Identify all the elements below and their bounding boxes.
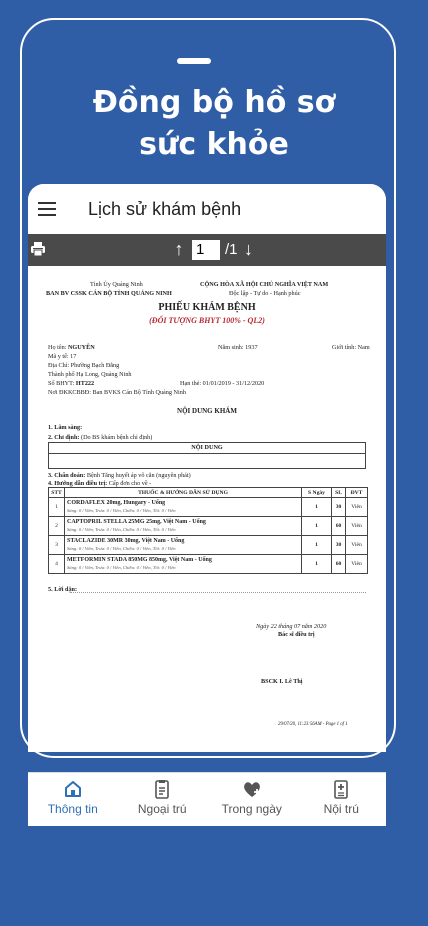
header-days: S Ngày	[302, 488, 332, 498]
bhyt-row	[48, 380, 94, 387]
drug-dosage: Sáng: 0 / Viên, Trưa: 0 / Viên, Chiều: 0 / Viên, Tối: 0 / Viên	[67, 527, 176, 532]
header-drug: THUỐC & HƯỚNG DẪN SỬ DỤNG	[65, 488, 302, 498]
nav-label: Trong ngày	[221, 802, 282, 816]
card-validity: Hạn thẻ: 01/01/2019 - 31/12/2020	[180, 380, 265, 387]
birth-row	[218, 344, 258, 351]
hero-line-1: Đồng bộ hồ sơ	[92, 85, 336, 120]
page-title: Lịch sử khám bệnh	[88, 198, 242, 219]
cell-qty: 60	[332, 517, 346, 536]
table-header-row	[49, 488, 368, 498]
home-icon	[62, 779, 84, 799]
cell-days: 1	[302, 517, 332, 536]
cell-unit: Viên	[346, 498, 368, 517]
table-row	[49, 555, 368, 574]
page-total: /1	[225, 241, 238, 258]
nation-line-2: Độc lập - Tự do - Hạnh phúc	[229, 290, 301, 297]
section-indication	[48, 434, 152, 441]
table-row	[49, 517, 368, 536]
header-qty: SL	[332, 488, 346, 498]
section-clinical: 1. Lâm sàng:	[48, 424, 83, 431]
nav-item-thong-tin[interactable]	[28, 773, 118, 826]
cell-stt: 2	[49, 517, 65, 536]
org-line-2: BAN BV CSSK CÁN BỘ TỈNH QUẢNG NINH	[46, 290, 172, 297]
section-advice: 5. Lời dặn:	[48, 586, 78, 593]
app-screen	[28, 184, 386, 752]
nav-item-noi-tru[interactable]	[297, 773, 387, 826]
address-line-2: Thành phố Hạ Long, Quảng Ninh	[48, 371, 132, 378]
section-title: NỘI DUNG KHÁM	[177, 407, 237, 415]
cell-qty: 30	[332, 498, 346, 517]
cell-drug	[65, 498, 302, 517]
cell-days: 1	[302, 498, 332, 517]
diagnosis-value: Bệnh Tăng huyết áp vô căn (nguyên phát)	[86, 472, 191, 479]
drug-name: METFORMIN STADA 850MG 850mg, Việt Nam - Uống	[67, 557, 212, 563]
cell-days: 1	[302, 555, 332, 574]
pdf-document	[28, 266, 386, 752]
drug-name: CORDAFLEX 20mg, Hungary - Uống	[67, 500, 166, 506]
heart-plus-icon	[241, 779, 263, 799]
document-subtitle: (ĐỐI TƯỢNG BHYT 100% - QL2)	[149, 316, 265, 325]
gender: Nam	[357, 344, 370, 351]
print-icon[interactable]	[30, 241, 46, 257]
bhyt-number: HT222	[75, 380, 95, 387]
section-diagnosis	[48, 472, 191, 479]
cell-stt: 4	[49, 555, 65, 574]
patient-name-label: Họ tên:	[48, 344, 67, 351]
pdf-toolbar	[28, 234, 386, 266]
pager	[168, 239, 260, 260]
header-stt: STT	[49, 488, 65, 498]
section-treatment	[48, 480, 151, 487]
treatment-value: Cấp đơn cho về -	[108, 480, 152, 487]
drug-dosage: Sáng: 0 / Viên, Trưa: 0 / Viên, Chiều: 0 / Viên, Tối: 0 / Viên	[67, 508, 176, 513]
cell-stt: 3	[49, 536, 65, 555]
document-title: PHIẾU KHÁM BỆNH	[158, 302, 256, 313]
nav-label: Thông tin	[47, 802, 98, 816]
treatment-label: 4. Hướng dẫn điều trị:	[48, 480, 108, 487]
drug-name: STACLAZIDE 30MR 30mg, Việt Nam - Uống	[67, 538, 185, 544]
indication-label: 2. Chỉ định:	[48, 434, 80, 441]
diagnosis-label: 3. Chẩn đoán:	[48, 472, 86, 479]
cell-stt: 1	[49, 498, 65, 517]
arrow-down-icon[interactable]: ↓	[244, 239, 254, 259]
gender-label: Giới tính:	[332, 344, 357, 351]
advice-dotted-line	[70, 592, 366, 593]
birth-year: 1937	[245, 344, 258, 351]
medical-chart-icon	[330, 779, 352, 799]
bhyt-label: Số BHYT:	[48, 380, 75, 387]
medication-table	[48, 487, 368, 574]
nav-item-trong-ngay[interactable]	[207, 773, 297, 826]
cell-unit: Viên	[346, 555, 368, 574]
cell-qty: 30	[332, 536, 346, 555]
patient-name-row	[48, 344, 95, 351]
hero-line-2: sức khỏe	[139, 127, 289, 162]
nav-label: Ngoại trú	[137, 802, 187, 816]
nav-label: Nội trú	[323, 802, 359, 816]
cell-drug	[65, 517, 302, 536]
drug-dosage: Sáng: 0 / Viên, Trưa: 0 / Viên, Chiều: 0 / Viên, Tối: 0 / Viên	[67, 565, 176, 570]
cell-qty: 60	[332, 555, 346, 574]
header-unit: ĐVT	[346, 488, 368, 498]
address-line-1: Địa Chỉ: Phường Bạch Đằng	[48, 362, 120, 369]
sign-date: Ngày 22 tháng 07 năm 2020	[256, 623, 327, 630]
birth-label: Năm sinh:	[218, 344, 244, 351]
hero-title	[0, 82, 428, 166]
phone-speaker	[177, 58, 211, 64]
bottom-nav	[28, 772, 386, 826]
doctor-title: Bác sĩ điều trị	[278, 631, 315, 638]
cell-unit: Viên	[346, 517, 368, 536]
cell-unit: Viên	[346, 536, 368, 555]
org-line-1: Tỉnh Ủy Quảng Ninh	[90, 281, 143, 288]
cell-days: 1	[302, 536, 332, 555]
drug-name: CAPTOPRIL STELLA 25MG 25mg, Việt Nam - Uống	[67, 519, 206, 525]
clipboard-icon	[151, 779, 173, 799]
arrow-up-icon[interactable]: ↑	[174, 239, 184, 259]
page-number-input[interactable]	[192, 240, 220, 260]
nation-line-1: CỘNG HÒA XÃ HỘI CHỦ NGHĨA VIỆT NAM	[200, 281, 329, 288]
content-box	[48, 442, 366, 469]
page-footer: 29/07/20, 11:23:56AM - Page 1 of 1	[278, 722, 348, 727]
hamburger-icon[interactable]	[38, 202, 56, 216]
gender-row	[332, 344, 370, 351]
cell-drug	[65, 555, 302, 574]
medical-id: Mã y tế: 17	[48, 353, 77, 360]
doctor-name: BSCK I. Lê Thị	[261, 678, 303, 685]
drug-dosage: Sáng: 0 / Viên, Trưa: 0 / Viên, Chiều: 0 / Viên, Tối: 0 / Viên	[67, 546, 176, 551]
content-header: NỘI DUNG	[49, 443, 365, 454]
indication-value: (Do BS khám bệnh chỉ định)	[81, 434, 153, 441]
table-row	[49, 536, 368, 555]
nav-item-ngoai-tru[interactable]	[118, 773, 208, 826]
app-bar	[28, 184, 386, 234]
table-row	[49, 498, 368, 517]
patient-name: NGUYÊN	[67, 344, 95, 351]
cell-drug	[65, 536, 302, 555]
registration-place: Nơi ĐKKCBBĐ: Ban BVKS Cán Bộ Tỉnh Quảng Ninh	[48, 389, 186, 396]
